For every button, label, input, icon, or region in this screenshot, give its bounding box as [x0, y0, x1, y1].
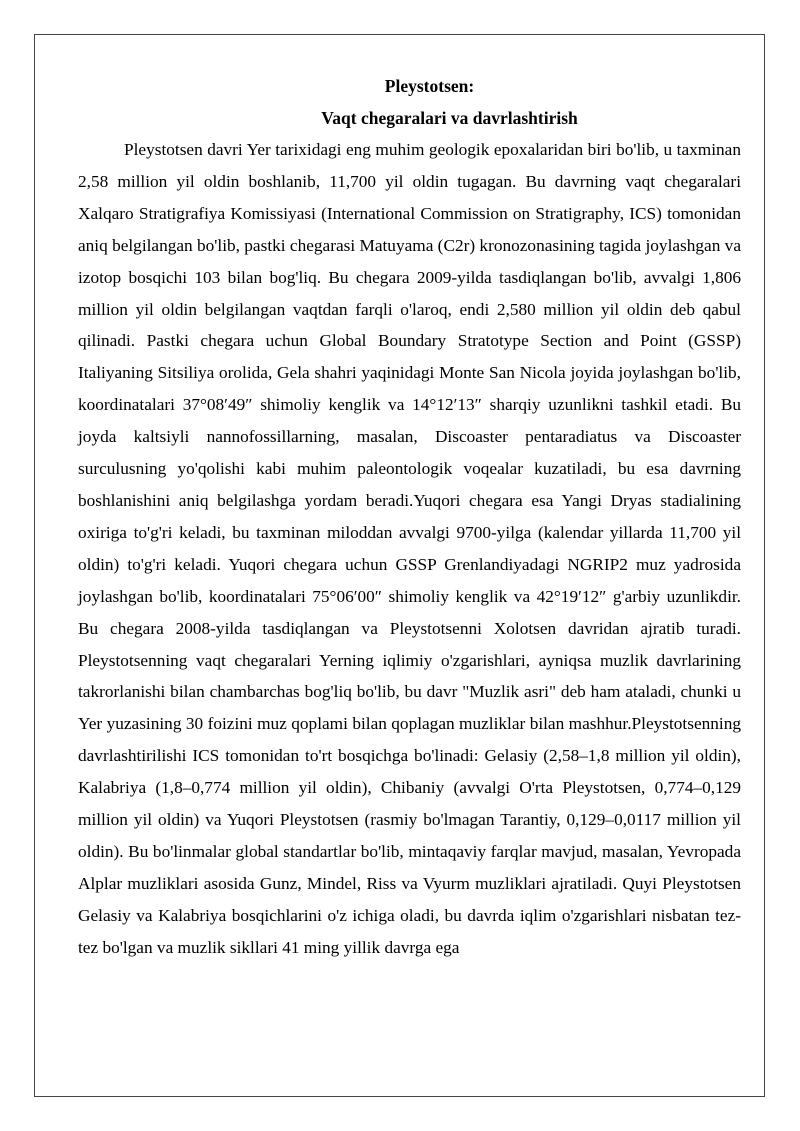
document-content [78, 70, 741, 964]
body-paragraph: Pleystotsen davri Yer tarixidagi eng muhim geologik epoxalaridan biri bo'lib, u taxminan 2,58 million yil oldin boshlanib, 11,700 yil oldin tugagan. Bu davrning vaqt chegaralari Xalqaro Stratigrafiya Komissiyasi (International Commission on Stratigraphy, ICS) tomonidan aniq belgilangan bo'lib, pastki chegarasi Matuyama (C2r) kronozonasining tagida joylashgan va izotop bosqichi 103 bilan bog'liq. Bu chegara 2009-yilda tasdiqlangan bo'lib, avvalgi 1,806 million yil oldin belgilangan vaqtdan farqli o'laroq, endi 2,580 million yil oldin deb qabul qilinadi. Pastki chegara uchun Global Boundary Stratotype Section and Point (GSSP) Italiyaning Sitsiliya orolida, Gela shahri yaqinidagi Monte San Nicola joyida joylashgan bo'lib, koordinatalari 37°08′49″ shimoliy kenglik va 14°12′13″ sharqiy uzunlikni tashkil etadi. Bu joyda kaltsiyli nannofossillarning, masalan, Discoaster pentaradiatus va Discoaster surculusning yo'qolishi kabi muhim paleontologik voqealar kuzatiladi, bu esa davrning boshlanishini aniq belgilashga yordam beradi.Yuqori chegara esa Yangi Dryas stadialining oxiriga to'g'ri keladi, bu taxminan miloddan avvalgi 9700-yilga (kalendar yillarda 11,700 yil oldin) to'g'ri keladi. Yuqori chegara uchun GSSP Grenlandiyadagi NGRIP2 muz yadrosida joylashgan bo'lib, koordinatalari 75°06′00″ shimoliy kenglik va 42°19′12″ g'arbiy uzunlikdir. Bu chegara 2008-yilda tasdiqlangan va Pleystotsenni Xolotsen davridan ajratib turadi. Pleystotsenning vaqt chegaralari Yerning iqlimiy o'zgarishlari, ayniqsa muzlik davrlarining takrorlanishi bilan chambarchas bog'liq bo'lib, bu davr "Muzlik asri" deb ham ataladi, chunki u Yer yuzasining 30 foizini muz qoplami bilan qoplagan muzliklar bilan mashhur.Pleystotsenning davrlashtirilishi ICS tomonidan to'rt bosqichga bo'linadi: Gelasiy (2,58–1,8 million yil oldin), Kalabriya (1,8–0,774 million yil oldin), Chibaniy (avvalgi O'rta Pleystotsen, 0,774–0,129 million yil oldin) va Yuqori Pleystotsen (rasmiy bo'lmagan Tarantiy, 0,129–0,0117 million yil oldin). Bu bo'linmalar global standartlar bo'lib, mintaqaviy farqlar mavjud, masalan, Yevropada Alplar muzliklari asosida Gunz, Mindel, Riss va Vyurm muzliklari ajratiladi. Quyi Pleystotsen Gelasiy va Kalabriya bosqichlarini o'z ichiga oladi, bu davrda iqlim o'zgarishlari nisbatan tez-tez bo'lgan va muzlik sikllari 41 ming yillik davrga ega [78, 140, 741, 957]
document-subtitle: Vaqt chegaralari va davrlashtirish [321, 108, 578, 128]
document-title: Pleystotsen: [384, 76, 475, 96]
